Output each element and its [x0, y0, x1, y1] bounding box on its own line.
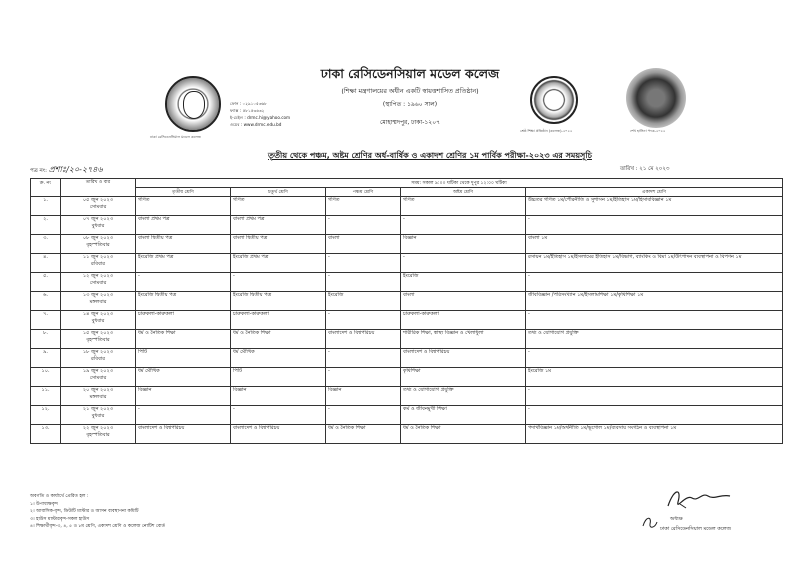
row-date: ২২ জুন ২০২৩ [82, 425, 114, 431]
notice-date: তারিখ : ২১ মে ২০২৩ [620, 166, 670, 172]
row-day: বৃহস্পতিবার [86, 432, 110, 438]
row-day: সোমবার [89, 280, 107, 286]
cell-date [61, 425, 136, 444]
col-class-3: তৃতীয় শ্রেণি [136, 188, 231, 197]
cell-class-11: জীববিজ্ঞান /পরিসংখ্যান ১ম/ইসলামশিক্ষা ১ম/কৃষিশিক্ষা ১ম [526, 292, 783, 311]
table-row [31, 387, 783, 406]
row-date: ০৮ জুন ২০২৩ [82, 235, 114, 241]
principal-signature [660, 484, 740, 514]
cell-class-4: গণিত [231, 197, 326, 216]
row-date: ২১ জুন ২০২৩ [82, 406, 114, 412]
row-date: ০৭ জুন ২০২৩ [82, 216, 114, 222]
schedule-table [30, 178, 783, 444]
cell-class-5: বাংলাদেশ ও বিশ্বপরিচয় [326, 330, 401, 349]
cell-class-4: - [231, 273, 326, 292]
cell-class-8: - [401, 216, 526, 235]
cell-class-8: ধর্ম ও নৈতিক শিক্ষা [401, 425, 526, 444]
cell-serial: ১৩. [31, 425, 61, 444]
college-subtitle: (শিক্ষা মন্ত্রণালয়ের অধীন একটি স্বায়ত্তশাসিত প্রতিষ্ঠান) [341, 87, 479, 95]
cell-date [61, 368, 136, 387]
cell-class-8: শারীরিক শিক্ষা, স্বাস্থ্য বিজ্ঞান ও খেলাধুলা [401, 330, 526, 349]
row-day: বুধবার [91, 223, 105, 229]
cell-class-11: বাংলা ১ম [526, 235, 783, 254]
cell-class-4: ইংরেজি দ্বিতীয় পত্র [231, 292, 326, 311]
cell-class-4: পিটি [231, 368, 326, 387]
table-row [31, 368, 783, 387]
cell-class-4: ধর্ম ও নৈতিক শিক্ষা [231, 330, 326, 349]
table-row [31, 425, 783, 444]
table-row [31, 254, 783, 273]
cell-serial: ৩. [31, 235, 61, 254]
cell-class-5: - [326, 254, 401, 273]
contact-web: ওয়েব : www.drmc.edu.bd [230, 122, 282, 127]
cell-serial: ৭. [31, 311, 61, 330]
cell-class-4: বাংলা দ্বিতীয় পত্র [231, 235, 326, 254]
cell-class-4: বিজ্ঞান [231, 387, 326, 406]
cell-class-3: ইংরেজি প্রথম পত্র [136, 254, 231, 273]
cell-class-5: বিজ্ঞান [326, 387, 401, 406]
established: (স্থাপিত : ১৯৬০ সাল) [382, 101, 438, 108]
cell-date [61, 235, 136, 254]
cell-class-3: - [136, 406, 231, 425]
cell-date [61, 349, 136, 368]
college-logo [165, 76, 221, 132]
col-class-11: একাদশ শ্রেণি [526, 188, 783, 197]
memo-line [30, 164, 103, 177]
cell-class-5: গণিত [326, 197, 401, 216]
table-row [31, 216, 783, 235]
row-date: ২০ জুন ২০২৩ [82, 387, 114, 393]
cell-class-5: - [326, 349, 401, 368]
logo-caption: ঢাকা রেসিডেনসিয়াল মডেল কলেজ [150, 135, 201, 139]
row-day: বুধবার [91, 318, 105, 324]
cell-class-4: বাংলা প্রথম পত্র [231, 216, 326, 235]
cell-serial: ২. [31, 216, 61, 235]
cell-class-11: - [526, 406, 783, 425]
row-date: ১১ জুন ২০২৩ [82, 254, 114, 260]
cell-class-11: - [526, 273, 783, 292]
cell-class-3: গণিত [136, 197, 231, 216]
row-day: বুধবার [91, 413, 105, 419]
row-day: রবিবার [91, 356, 105, 362]
cell-class-8: - [401, 254, 526, 273]
cell-class-8: কৃষিশিক্ষা [401, 368, 526, 387]
cell-date [61, 311, 136, 330]
cell-date [61, 292, 136, 311]
table-header-row [31, 179, 783, 188]
table-row [31, 330, 783, 349]
cell-class-11: তথ্য ও যোগাযোগ প্রযুক্তি [526, 330, 783, 349]
cell-class-11: - [526, 387, 783, 406]
cell-serial: ১১. [31, 387, 61, 406]
cell-class-8: তথ্য ও যোগাযোগ প্রযুক্তি [401, 387, 526, 406]
col-class-4: চতুর্থ শ্রেণি [231, 188, 326, 197]
memo-label: পত্র নং: [30, 168, 48, 174]
cell-class-11: - [526, 216, 783, 235]
cell-class-11: উচ্চতর গণিত ১ম/পৌরনীতি ও সুশাসন ১ম/ইতিহাস ১ম/হিসাববিজ্ঞান ১ম [526, 197, 783, 216]
sign-title: অধ্যক্ষ [670, 516, 683, 522]
cell-date [61, 330, 136, 349]
cell-class-3: ধর্ম মৌখিক [136, 368, 231, 387]
table-row [31, 311, 783, 330]
cell-serial: ১. [31, 197, 61, 216]
college-address: মোহাম্মদপুর, ঢাকা-১২০৭ [379, 119, 441, 126]
cell-class-11: রসায়ন ১ম/ইতিহাস ১ম/ইসলামের ইতিহাস ১ম/বিভাগ, ব্যাংকিং ও বিমা ১ম/উৎপাদন ব্যবস্থাপনা ও বিপণন ১ম [526, 254, 783, 273]
cell-date [61, 387, 136, 406]
table-row [31, 349, 783, 368]
award-emblem-icon [530, 76, 578, 124]
cell-class-8: গণিত [401, 197, 526, 216]
cell-date [61, 254, 136, 273]
cell-class-4: চারুকলা-কারুকলা [231, 311, 326, 330]
medal-emblem-icon [626, 68, 686, 128]
notice-title: তৃতীয় থেকে পঞ্চম, অষ্টম শ্রেণির অর্ধ-বার্ষিক ও একাদশ শ্রেণির ১ম পার্বিক পরীক্ষা-২০২৩ এর সময়সূচি [268, 151, 592, 160]
recipient-4: ৪। শিক্ষার্থীবৃন্দ-৩, ৪, ৫ ও ৮ম শ্রেণি, একাদশ শ্রেণি ও কলেজ নোটিশ বোর্ড [30, 524, 166, 529]
cell-serial: ১০. [31, 368, 61, 387]
row-date: ১৯ জুন ২০২৩ [82, 368, 114, 374]
cell-class-3: বাংলা দ্বিতীয় পত্র [136, 235, 231, 254]
cell-class-4: ইংরেজি প্রথম পত্র [231, 254, 326, 273]
cell-serial: ৫. [31, 273, 61, 292]
cell-class-11: পদার্থবিজ্ঞান ১ম/অর্থনীতি ১ম/ভূগোল ১ম/ব্যবসায় সংগঠন ও ব্যবস্থাপনা ১ম [526, 425, 783, 444]
footer-distribution [30, 493, 165, 531]
col-class-8: অষ্টম শ্রেণি [401, 188, 526, 197]
cell-date [61, 197, 136, 216]
cell-class-11: ইংরেজি ১ম [526, 368, 783, 387]
cell-class-8: বাংলাদেশ ও বিশ্বপরিচয় [401, 349, 526, 368]
recipient-3: ৩। হাউস মাস্টারবৃন্দ-সকল হাউস [30, 516, 90, 522]
contact-phone: ফোন : ০২৯১০৫৩৬৮ [230, 101, 268, 106]
col-class-5: পঞ্চম শ্রেণি [326, 188, 401, 197]
cell-serial: ৬. [31, 292, 61, 311]
footer-lead: অবগতি ও কার্যার্থে প্রেরিত হল : [30, 494, 89, 499]
cell-date [61, 273, 136, 292]
table-row [31, 235, 783, 254]
college-name: ঢাকা রেসিডেনসিয়াল মডেল কলেজ [320, 66, 500, 81]
row-date: ১২ জুন ২০২৩ [82, 273, 114, 279]
cell-class-5: - [326, 216, 401, 235]
row-date: ১৪ জুন ২০২৩ [82, 311, 114, 317]
row-day: বৃহস্পতিবার [86, 242, 110, 248]
row-date: ১৮ জুন ২০২৩ [82, 349, 114, 355]
cell-serial: ৮. [31, 330, 61, 349]
cell-class-3: - [136, 273, 231, 292]
cell-class-3: বাংলা প্রথম পত্র [136, 216, 231, 235]
table-row [31, 292, 783, 311]
sign-org: ঢাকা রেসিডেনসিয়াল মডেল কলেজ [660, 526, 731, 532]
cell-class-4: - [231, 406, 326, 425]
award-right-caption: শেখ হাসিনা পদক-২০২২ [630, 129, 666, 133]
class-header-row [31, 188, 783, 197]
table-row [31, 273, 783, 292]
table-row [31, 406, 783, 425]
cell-class-3: বাংলাদেশ ও বিশ্বপরিচয় [136, 425, 231, 444]
cell-class-4: বাংলাদেশ ও বিশ্বপরিচয় [231, 425, 326, 444]
cell-class-11: - [526, 349, 783, 368]
cell-serial: ১২. [31, 406, 61, 425]
cell-class-5: ধর্ম ও নৈতিক শিক্ষা [326, 425, 401, 444]
cell-class-3: ধর্ম ও নৈতিক শিক্ষা [136, 330, 231, 349]
cell-class-5: - [326, 406, 401, 425]
row-day: রবিবার [91, 261, 105, 267]
cell-class-4: ধর্ম মৌখিক [231, 349, 326, 368]
memo-number: প্রশাঃ/২০-২৭৪৬ [48, 165, 103, 174]
row-day: মঙ্গলবার [89, 299, 107, 305]
cell-class-8: বাংলা [401, 292, 526, 311]
cell-class-8: চারুকলা-কারুকলা [401, 311, 526, 330]
cell-serial: ৯. [31, 349, 61, 368]
cell-class-8: কর্ম ও জীবনমুখী শিক্ষা [401, 406, 526, 425]
row-date: ১৩ জুন ২০২৩ [82, 292, 114, 298]
contact-email: ই-মেইল : drmc.hi@yahoo.com [230, 115, 291, 120]
row-day: বৃহস্পতিবার [86, 337, 110, 343]
cell-date [61, 406, 136, 425]
cell-class-3: চারুকলা-কারুকলা [136, 311, 231, 330]
cell-class-5: - [326, 368, 401, 387]
initials-mark [640, 514, 660, 532]
award-left-caption: শ্রেষ্ঠ শিক্ষা প্রতিষ্ঠান (কলেজ)-২০২২ [520, 129, 573, 133]
cell-class-3: পিটি [136, 349, 231, 368]
cell-class-8: বিজ্ঞান [401, 235, 526, 254]
cell-class-8: ইংরেজি [401, 273, 526, 292]
row-date: ১৫ জুন ২০২৩ [82, 330, 114, 336]
row-day: মঙ্গলবার [89, 394, 107, 400]
contact-fax: ফ্যাক্স : ৫৮১৫৩৬৩২ [230, 108, 265, 113]
cell-class-5: - [326, 311, 401, 330]
col-date-header: তারিখ ও বার [61, 179, 136, 197]
row-day: সোমবার [89, 375, 107, 381]
cell-class-3: বিজ্ঞান [136, 387, 231, 406]
time-banner: সময়: সকাল ৯:০০ ঘটিকা থেকে দুপুর ১২:০০ ঘটিকা [136, 179, 783, 188]
cell-class-5: - [326, 273, 401, 292]
col-serial-header: ক্র. নং [31, 179, 61, 197]
cell-class-5: বাংলা [326, 235, 401, 254]
cell-class-5: ইংরেজি [326, 292, 401, 311]
recipient-1: ১। উপাধ্যক্ষবৃন্দ [30, 501, 58, 507]
cell-class-11: - [526, 311, 783, 330]
cell-class-3: ইংরেজি দ্বিতীয় পত্র [136, 292, 231, 311]
row-day: সোমবার [89, 204, 107, 210]
cell-serial: ৪. [31, 254, 61, 273]
recipient-2: ২। আবাসিক-বৃন্দ, ডিউটি মাস্টার ও আসন ব্যবস্থাপনা কমিটি [30, 509, 139, 514]
row-date: ০৫ জুন ২০২৩ [82, 197, 114, 203]
table-row [31, 197, 783, 216]
cell-date [61, 216, 136, 235]
